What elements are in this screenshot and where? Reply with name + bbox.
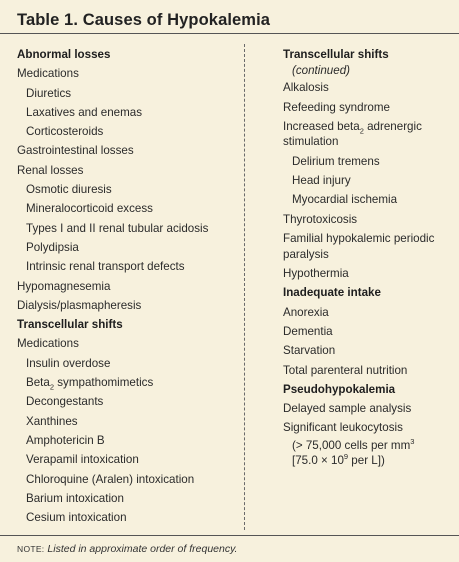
category-hypomagnesemia: Hypomagnesemia	[17, 279, 111, 293]
item-barium: Barium intoxication	[26, 491, 124, 505]
category-thyrotoxicosis: Thyrotoxicosis	[283, 212, 358, 226]
heading-inadequate-intake: Inadequate intake	[283, 286, 381, 300]
item-myocardial: Myocardial ischemia	[292, 193, 398, 207]
item-chloroquine: Chloroquine (Aralen) intoxication	[26, 472, 195, 486]
note-text: Listed in approximate order of frequency.	[44, 543, 238, 555]
column-divider	[244, 44, 245, 530]
item-leuko-si: [$75.0 \times 10^9$ per L])	[292, 452, 385, 468]
item-insulin: Insulin overdose	[26, 356, 111, 370]
item-beta-sympathomimetics: Beta$_2$ sympathomimetics	[26, 376, 154, 392]
item-rta: Types I and II renal tubular acidosis	[26, 221, 209, 235]
category-refeeding: Refeeding syndrome	[283, 100, 390, 114]
category-leukocytosis: Significant leukocytosis	[283, 421, 403, 435]
item-delirium: Delirium tremens	[292, 154, 380, 168]
category-dialysis: Dialysis/plasmapheresis	[17, 298, 142, 312]
continued-label: (continued)	[292, 64, 351, 78]
item-amphotericin: Amphotericin B	[26, 433, 105, 447]
heading-transcellular-shifts: Transcellular shifts	[17, 318, 123, 332]
category-delayed-sample: Delayed sample analysis	[283, 402, 412, 416]
category-gi-losses: Gastrointestinal losses	[17, 144, 134, 158]
table-title: Table 1. Causes of Hypokalemia	[17, 11, 271, 29]
item-laxatives: Laxatives and enemas	[26, 105, 143, 119]
category-familial: Familial hypokalemic periodic paralysis	[283, 232, 435, 261]
category-dementia: Dementia	[283, 324, 333, 338]
category-medications: Medications	[17, 67, 79, 81]
item-diuretics: Diuretics	[26, 86, 72, 100]
item-corticosteroids: Corticosteroids	[26, 125, 104, 139]
note-label: NOTE:	[17, 544, 45, 554]
item-head-injury: Head injury	[292, 174, 351, 188]
item-verapamil: Verapamil intoxication	[26, 453, 139, 467]
category-hypothermia: Hypothermia	[283, 267, 349, 281]
left-column	[17, 45, 239, 527]
item-decongestants: Decongestants	[26, 395, 104, 409]
item-cesium: Cesium intoxication	[26, 511, 127, 525]
right-column	[283, 45, 455, 469]
category-renal-losses: Renal losses	[17, 163, 84, 177]
item-leuko-count: (> 75,000 cells per $mm^3$	[292, 436, 415, 452]
category-tpn: Total parenteral nutrition	[283, 363, 408, 377]
category-alkalosis: Alkalosis	[283, 81, 329, 95]
heading-transcellular-shifts-cont: Transcellular shifts	[283, 48, 389, 61]
category-medications-2: Medications	[17, 337, 79, 351]
item-polydipsia: Polydipsia	[26, 240, 79, 254]
category-increased-beta: Increased beta$_2$ adrenergic stimulation	[283, 119, 422, 149]
item-xanthines: Xanthines	[26, 414, 78, 428]
table-note	[17, 543, 237, 555]
category-starvation: Starvation	[283, 344, 336, 358]
item-intrinsic-renal: Intrinsic renal transport defects	[26, 260, 185, 274]
top-rule	[0, 33, 459, 34]
heading-abnormal-losses: Abnormal losses	[17, 48, 111, 61]
item-osmotic-diuresis: Osmotic diuresis	[26, 183, 112, 197]
heading-pseudohypokalemia: Pseudohypokalemia	[283, 382, 396, 396]
item-mineralocorticoid: Mineralocorticoid excess	[26, 202, 153, 216]
bottom-rule	[0, 535, 459, 536]
category-anorexia: Anorexia	[283, 305, 329, 319]
